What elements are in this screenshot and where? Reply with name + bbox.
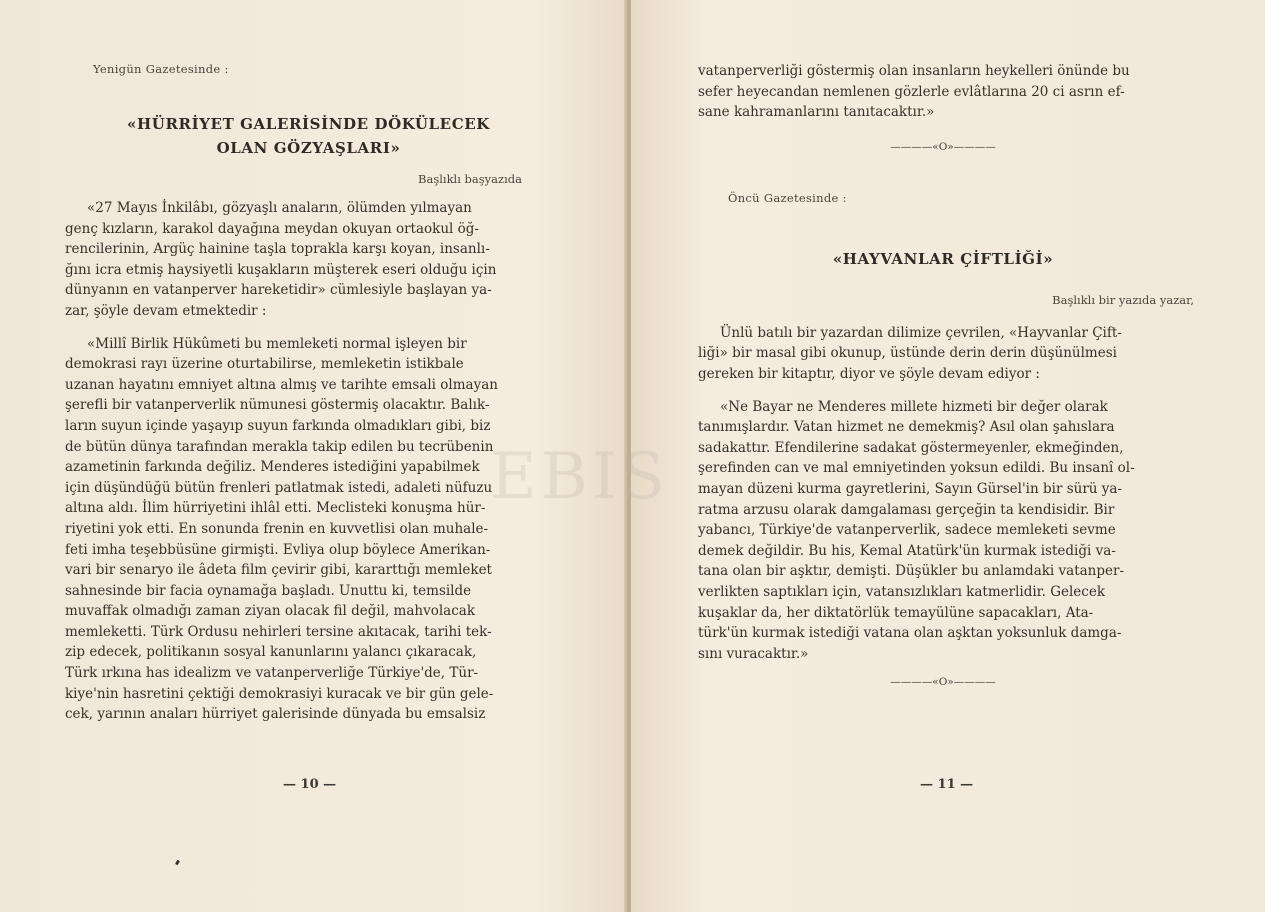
text-line: sını vuracaktır.» <box>698 645 809 662</box>
text-line: memleketti. Türk Ordusu nehirleri tersine akıtacak, tarihi tek- <box>65 623 492 640</box>
text-line: de bütün dünya tarafından merakla takip edilen bu tecrübenin <box>65 438 494 455</box>
left-page-body <box>65 62 552 725</box>
right-byline: Başlıklı bir yazıda yazar, <box>1052 292 1194 307</box>
text-line: «Millî Birlik Hükûmeti bu memleketi normal işleyen bir <box>87 335 467 352</box>
text-line: dünyanın en vatanperver hareketidir» cümlesiyle başlayan ya- <box>65 282 492 299</box>
text-line: Ünlü batılı bir yazardan dilimize çevrilen, «Hayvanlar Çift- <box>720 324 1122 341</box>
text-line: demokrasi rayı üzerine oturtabilirse, memleketin istikbale <box>65 356 464 373</box>
text-line: kiye'nin hasretini çektiği demokrasiyi kuracak ve bir gün gele- <box>65 685 494 702</box>
left-source-label: Yenigün Gazetesinde : <box>93 62 229 76</box>
right-source-label: Öncü Gazetesinde : <box>728 190 847 205</box>
text-line: ların suyun içinde yaşayıp suyun farkında olmadıkları gibi, biz <box>65 417 491 434</box>
text-line: yabancı, Türkiye'de vatanperverlik, sadece memleketi sevme <box>698 522 1116 539</box>
text-line: Türk ırkına has idealizm ve vatanperverliğe Türkiye'de, Tür- <box>65 665 479 682</box>
text-line: genç kızların, karakol dayağına meydan okuyan ortaokul öğ- <box>65 220 479 237</box>
text-line: altına aldı. İlim hürriyetini ihlâl etti. Meclisteki konuşma hür- <box>65 500 486 517</box>
left-byline: Başlıklı başyazıda <box>418 172 522 186</box>
text-line: verlikten saptıkları için, vatansızlıkları katmerlidir. Gelecek <box>698 583 1106 600</box>
left-quote-paragraph <box>65 334 552 725</box>
left-title-line-1: «HÜRRİYET GALERİSİNDE DÖKÜLECEK <box>127 115 490 133</box>
text-line: liği» bir masal gibi okunup, üstünde derin derin düşünülmesi <box>698 345 1117 362</box>
left-page-number: — 10 — <box>283 777 337 792</box>
text-line: zip edecek, politikanın sosyal kanunlarını yalancı çıkaracak, <box>65 644 477 661</box>
text-line: cek, yarının anaları hürriyet galerisinde dünyada bu emsalsiz <box>65 706 486 723</box>
text-line: feti imha teşebbüsüne girmişti. Evliya olup böylece Amerikan- <box>65 541 491 558</box>
right-continuation-paragraph <box>698 61 1188 123</box>
right-page <box>631 0 1265 912</box>
right-page-number: — 11 — <box>920 777 974 792</box>
text-line: rencilerinin, Argüç hainine taşla toprakla karşı koyan, insanlı- <box>65 241 490 258</box>
text-line: ratma arzusu olarak damgalaması gerçeğin ta kendisidir. Bir <box>698 501 1115 518</box>
right-page-body <box>698 61 1194 689</box>
right-divider-bottom: ————«O»———— <box>890 676 996 689</box>
text-line: «27 Mayıs İnkilâbı, gözyaşlı anaların, ölümden yılmayan <box>87 200 472 216</box>
text-line: mayan düzeni kurma gayretlerini, Sayın Gürsel'in bir sürü ya- <box>698 480 1122 497</box>
text-line: vari bir senaryo ile âdeta film çevirir gibi, kararttığı memleket <box>65 562 492 579</box>
left-title-line-2: OLAN GÖZYAŞLARI» <box>216 139 401 157</box>
text-line: şerefli bir vatanperverlik nümunesi göstermiş olacaktır. Balık- <box>65 397 490 414</box>
right-quote-paragraph <box>698 397 1188 665</box>
text-line: tanımışlardır. Vatan hizmet ne demekmiş? Asıl olan şahıslara <box>698 419 1115 436</box>
text-line: sadakattır. Efendilerine sadakat göstermeyenler, ekmeğinden, <box>698 439 1124 456</box>
left-intro-paragraph <box>65 198 552 322</box>
text-line: sefer heyecandan nemlenen gözlerle evlâtlarına 20 ci asrın ef- <box>698 83 1125 100</box>
text-line: «Ne Bayar ne Menderes millete hizmeti bir değer olarak <box>720 398 1108 415</box>
text-line: gereken bir kitaptır, diyor ve şöyle devam ediyor : <box>698 365 1040 382</box>
left-page <box>0 0 627 912</box>
text-line: tana olan bir aşktır, demişti. Düşükler bu anlamdaki vatanper- <box>698 563 1125 580</box>
text-line: şerefinden can ve mal emniyetinden yoksun edildi. Bu insanî ol- <box>698 460 1135 477</box>
text-line: riyetini yok etti. En sonunda frenin en kuvvetlisi olan muhale- <box>65 520 489 537</box>
text-line: türk'ün kurmak istediği vatana olan aşktan yoksunluk damga- <box>698 625 1122 642</box>
text-line: sahnesinde bir facia oynamağa başladı. Unuttu ki, temsilde <box>65 582 472 599</box>
text-line: kuşaklar da, her diktatörlük temayülüne sapacakları, Ata- <box>698 604 1094 621</box>
text-line: muvaffak olmadığı zaman ziyan olacak fil değil, mahvolacak <box>65 603 476 620</box>
watermark: EBIS <box>490 440 669 514</box>
text-line: ğını icra etmiş haysiyetli kuşakların müşterek eseri olduğu için <box>65 261 497 278</box>
text-line: azametinin farkında değiliz. Menderes istediğini yapabilmek <box>65 459 480 476</box>
text-line: demek değildir. Bu his, Kemal Atatürk'ün kurmak istediği va- <box>698 542 1116 559</box>
text-line: sane kahramanlarını tanıtacaktır.» <box>698 104 935 121</box>
right-divider-top: ————«O»———— <box>890 140 996 153</box>
text-line: uzanan hayatını emniyet altına almış ve tarihte emsali olmayan <box>65 376 498 393</box>
right-intro-paragraph <box>698 323 1188 385</box>
text-line: vatanperverliği göstermiş olan insanların heykelleri önünde bu <box>698 63 1130 79</box>
ink-speck <box>175 860 180 866</box>
text-line: zar, şöyle devam etmektedir : <box>65 302 267 319</box>
text-line: için düşündüğü bütün frenleri patlatmak istedi, adaleti nüfuzu <box>65 479 493 496</box>
right-title: «HAYVANLAR ÇİFTLİĞİ» <box>832 249 1054 268</box>
